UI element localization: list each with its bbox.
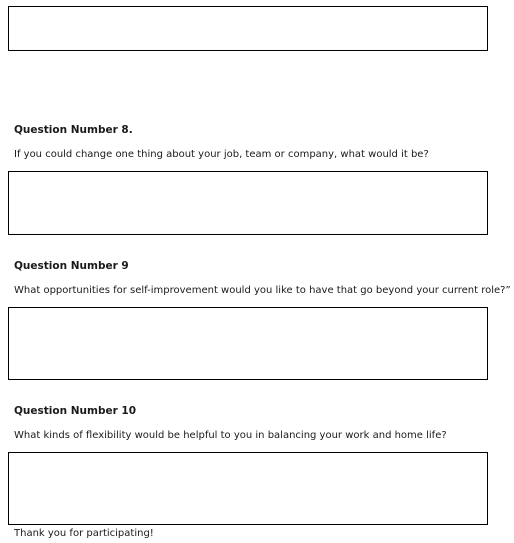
question-8-answer-box[interactable] <box>8 171 488 235</box>
question-10-heading: Question Number 10 <box>14 405 137 417</box>
question-8-heading: Question Number 8. <box>14 124 133 136</box>
question-10-answer-box[interactable] <box>8 452 488 525</box>
question-9-prompt: What opportunities for self-improvement would you like to have that go beyond your current role?” <box>14 285 511 296</box>
closing-message: Thank you for participating! <box>14 528 154 539</box>
previous-answer-box[interactable] <box>8 6 488 51</box>
question-9-answer-box[interactable] <box>8 307 488 380</box>
question-9-heading: Question Number 9 <box>14 260 129 272</box>
question-10-prompt: What kinds of flexibility would be helpful to you in balancing your work and home life? <box>14 430 447 441</box>
question-8-prompt: If you could change one thing about your job, team or company, what would it be? <box>14 149 429 160</box>
